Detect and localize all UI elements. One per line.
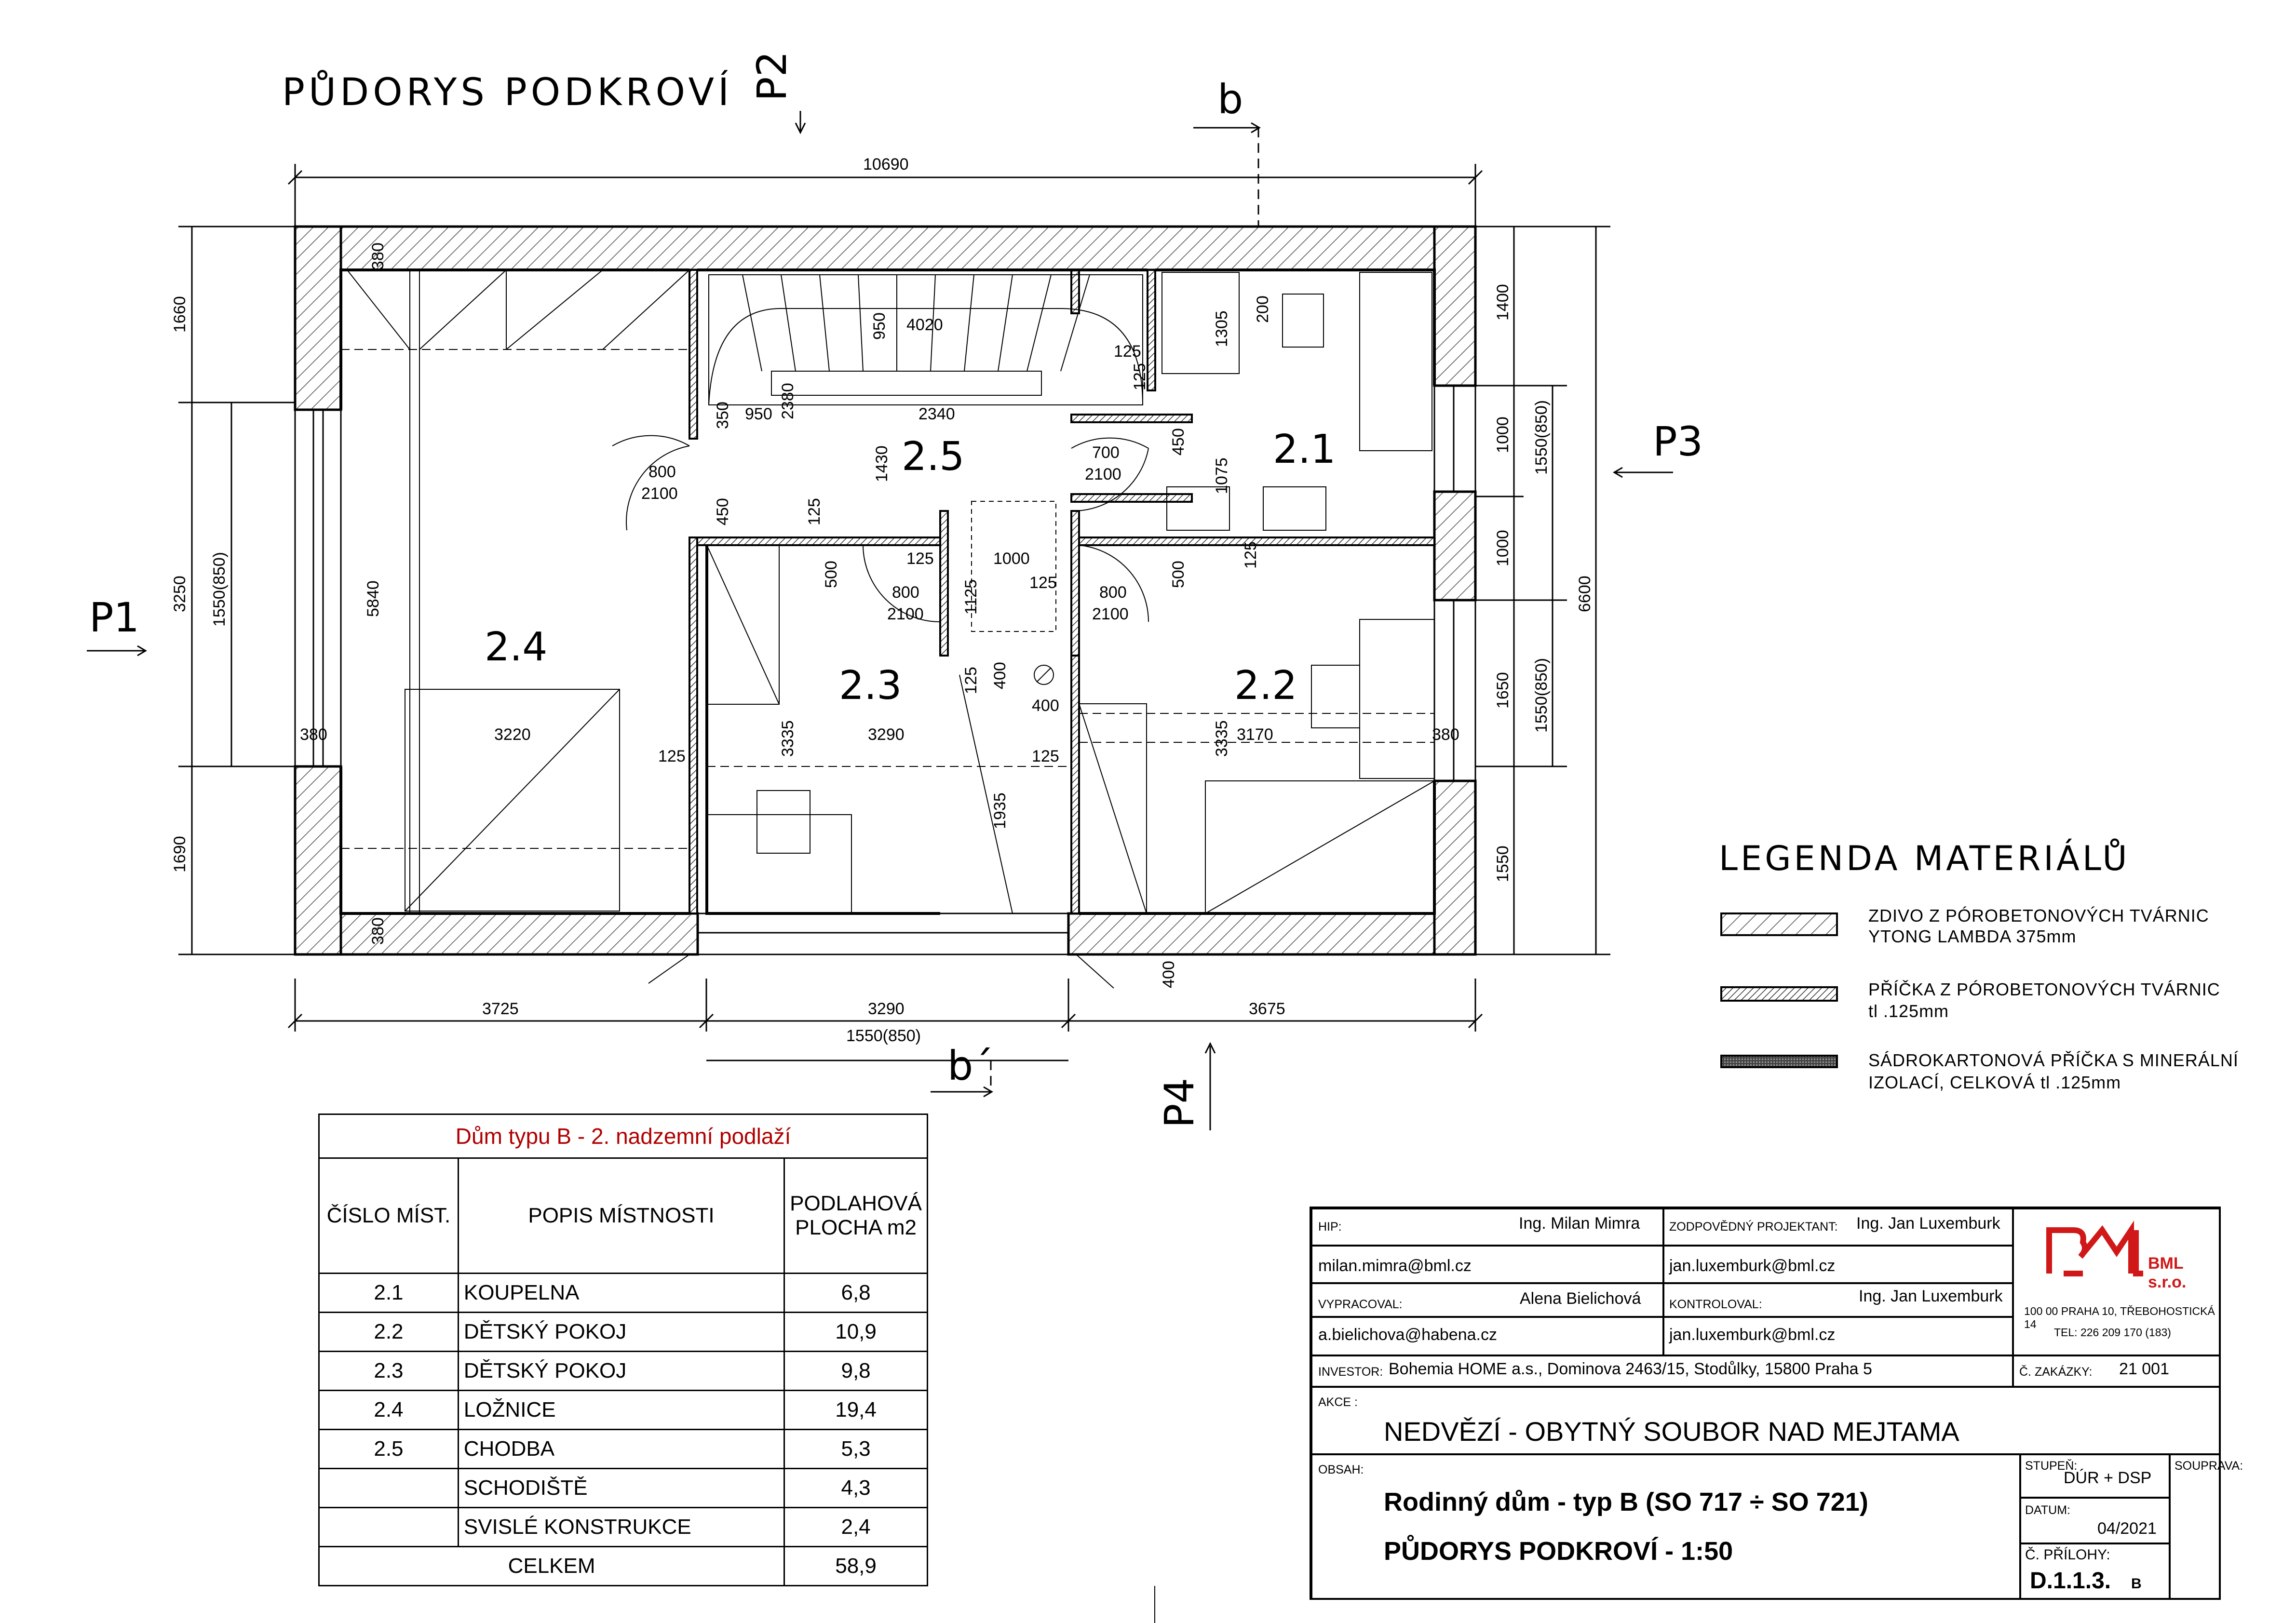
dim-right-1000b: 1000 [1494, 530, 1512, 566]
table-row [319, 1430, 928, 1469]
room-2-1: 2.1 [1273, 427, 1336, 472]
roof-lines [341, 270, 1434, 913]
investor-value: Bohemia HOME a.s., Dominova 2463/15, Stodůlky, 15800 Praha 5 [1389, 1360, 1872, 1378]
dim-380-left: 380 [300, 725, 327, 744]
dim-950a: 950 [870, 312, 889, 340]
legend-item-1-line2: YTONG LAMBDA 375mm [1868, 926, 2077, 946]
room-2-3: 2.3 [839, 663, 902, 709]
dim-1935: 1935 [991, 792, 1009, 829]
dim-1305: 1305 [1213, 310, 1231, 347]
table-row [319, 1352, 928, 1391]
dim-right-1550a: 1550(850) [1532, 400, 1551, 475]
logo-name: BML s.r.o. [2148, 1254, 2187, 1291]
kontr-name: Ing. Jan Luxemburk [1859, 1287, 2003, 1305]
priloha-value: D.1.1.3. [2030, 1568, 2111, 1594]
row-description: DĚTSKÝ POKOJ [458, 1313, 784, 1352]
dim-1430: 1430 [873, 445, 891, 482]
legend-swatch-drywall [1721, 1056, 1837, 1067]
dim-380-bl: 380 [369, 917, 387, 945]
row-area: 6,8 [784, 1274, 928, 1313]
akce-value: NEDVĚZÍ - OBYTNÝ SOUBOR NAD MEJTAMA [1384, 1416, 1959, 1447]
dim-2380: 2380 [779, 383, 797, 419]
priloha-label: Č. PŘÍLOHY: [2025, 1547, 2110, 1563]
priloha-suffix: B [2131, 1576, 2142, 1592]
zakazka-label: Č. ZAKÁZKY: [2019, 1365, 2093, 1379]
row-area: 2,4 [784, 1508, 928, 1547]
room-2-4: 2.4 [485, 624, 548, 670]
dim-left-1550: 1550(850) [210, 551, 229, 627]
left-dimension [178, 227, 299, 954]
row-description: KOUPELNA [458, 1274, 784, 1313]
legend-swatch-partition [1721, 987, 1837, 1001]
row-area: 9,8 [784, 1352, 928, 1391]
dim-3335b: 3335 [1213, 720, 1231, 757]
investor-label: INVESTOR: [1318, 1365, 1383, 1379]
row-description: SCHODIŠTĚ [458, 1469, 784, 1508]
row-number: 2.1 [319, 1274, 459, 1313]
section-b-top: b [1217, 76, 1243, 123]
dim-3335a: 3335 [779, 720, 797, 757]
datum-value: 04/2021 [2097, 1519, 2157, 1538]
dim-right-6600: 6600 [1576, 576, 1594, 612]
row-area: 19,4 [784, 1391, 928, 1430]
dim-right-1400: 1400 [1494, 284, 1512, 321]
section-p4: P4 [1156, 1077, 1203, 1128]
section-b-bottom: b´ [947, 1042, 994, 1089]
dim-450b: 450 [1169, 428, 1188, 456]
dim-right-1550b: 1550(850) [1532, 657, 1551, 733]
total-value: 58,9 [784, 1547, 928, 1586]
akce-label: AKCE : [1318, 1395, 1358, 1409]
dim-1125: 1125 [962, 579, 980, 615]
header-area-line1: PODLAHOVÁ [790, 1192, 922, 1215]
dim-125e: 125 [1029, 574, 1057, 592]
room-2-5: 2.5 [902, 434, 965, 480]
dim-125i: 125 [1032, 747, 1059, 765]
hip-email: milan.mimra@bml.cz [1318, 1257, 1472, 1275]
dim-125f: 125 [1242, 541, 1260, 569]
dim-right-1650: 1650 [1494, 672, 1512, 709]
hip-name: Ing. Milan Mimra [1519, 1214, 1640, 1233]
dim-450a: 450 [714, 498, 732, 525]
table-caption: Dům typu B - 2. nadzemní podlaží [319, 1114, 928, 1158]
dim-350: 350 [714, 402, 732, 429]
dim-left-1690: 1690 [171, 836, 189, 872]
row-number: 2.2 [319, 1313, 459, 1352]
row-description: SVISLÉ KONSTRUKCE [458, 1508, 784, 1547]
dim-950b: 950 [745, 405, 772, 423]
kontr-email: jan.luxemburk@bml.cz [1669, 1326, 1836, 1344]
dim-700: 700 [1092, 443, 1120, 462]
dim-right-1000a: 1000 [1494, 416, 1512, 453]
header-area-line2: PLOCHA m2 [795, 1216, 917, 1239]
company-tel: TEL: 226 209 170 (183) [2054, 1326, 2171, 1339]
section-p1: P1 [89, 594, 140, 641]
dim-125a: 125 [1114, 342, 1141, 361]
legend-title: LEGENDA MATERIÁLŮ [1719, 839, 2130, 878]
dim-bottom-3290: 3290 [868, 1000, 905, 1018]
row-description: CHODBA [458, 1430, 784, 1469]
row-area: 10,9 [784, 1313, 928, 1352]
row-number: 2.3 [319, 1352, 459, 1391]
row-number: 2.5 [319, 1430, 459, 1469]
dim-380-top: 380 [369, 242, 387, 270]
dim-1075: 1075 [1213, 457, 1231, 494]
table-total-row [319, 1547, 928, 1586]
header-area [784, 1158, 928, 1274]
dim-2100d: 2100 [1092, 605, 1129, 623]
legend-item-3-line1: SÁDROKARTONOVÁ PŘÍČKA S MINERÁLNÍ [1868, 1050, 2239, 1070]
row-number [319, 1469, 459, 1508]
dim-top-total: 10690 [863, 155, 909, 174]
hip-label: HIP: [1318, 1220, 1342, 1234]
legend-item-3-line2: IZOLACÍ, CELKOVÁ tl .125mm [1868, 1073, 2121, 1092]
header-description: POPIS MÍSTNOSTI [458, 1158, 784, 1274]
dim-125c: 125 [805, 498, 824, 525]
table-row [319, 1508, 928, 1547]
row-number [319, 1508, 459, 1547]
table-row [319, 1274, 928, 1313]
dim-125g: 125 [962, 667, 980, 694]
dim-380-right: 380 [1432, 725, 1459, 744]
dim-2340: 2340 [918, 405, 955, 423]
row-description: LOŽNICE [458, 1391, 784, 1430]
zodp-name: Ing. Jan Luxemburk [1856, 1214, 2000, 1233]
legend-item-2-line2: tl .125mm [1868, 1001, 1949, 1021]
dim-125d: 125 [906, 550, 934, 568]
bml-logo-icon [2044, 1221, 2146, 1283]
dim-bottom-3675: 3675 [1249, 1000, 1285, 1018]
company-address: 100 00 PRAHA 10, TŘEBOHOSTICKÁ 14 [2024, 1305, 2215, 1330]
dim-3220: 3220 [494, 725, 531, 744]
drawing-title: PŮDORYS PODKROVÍ [282, 71, 733, 114]
datum-label: DATUM: [2025, 1503, 2070, 1517]
obsah-line2: PŮDORYS PODKROVÍ - 1:50 [1384, 1537, 1733, 1566]
room-outlines [341, 270, 1434, 913]
table-row [319, 1469, 928, 1508]
stupen-label: STUPEŇ: [2025, 1459, 2078, 1473]
row-area: 5,3 [784, 1430, 928, 1469]
dim-800c: 800 [1099, 583, 1127, 602]
room-area-table [318, 1113, 928, 1586]
table-row [319, 1313, 928, 1352]
vyprac-name: Alena Bielichová [1520, 1289, 1641, 1308]
obsah-line1: Rodinný dům - typ B (SO 717 ÷ SO 721) [1384, 1488, 1868, 1516]
zodp-label: ZODPOVĚDNÝ PROJEKTANT: [1669, 1220, 1838, 1234]
kontr-label: KONTROLOVAL: [1669, 1298, 1762, 1311]
legend [1719, 839, 2239, 1092]
dim-400b: 400 [1032, 697, 1059, 715]
dim-400a: 400 [991, 662, 1009, 689]
dim-500b: 500 [1169, 561, 1188, 588]
dim-1000: 1000 [993, 550, 1030, 568]
obsah-label: OBSAH: [1318, 1463, 1364, 1476]
header-number: ČÍSLO MÍST. [319, 1158, 459, 1274]
dim-800a: 800 [648, 463, 676, 481]
row-area: 4,3 [784, 1469, 928, 1508]
legend-swatch-masonry [1721, 913, 1837, 935]
dim-200: 200 [1254, 295, 1272, 323]
title-block [1310, 1207, 2243, 1600]
row-number: 2.4 [319, 1391, 459, 1430]
dim-5840: 5840 [364, 580, 382, 617]
dim-bottom-3725: 3725 [482, 1000, 519, 1018]
dim-800b: 800 [892, 583, 919, 602]
zodp-email: jan.luxemburk@bml.cz [1669, 1257, 1836, 1275]
room-2-2: 2.2 [1234, 663, 1297, 709]
row-description: DĚTSKÝ POKOJ [458, 1352, 784, 1391]
dim-400c: 400 [1160, 961, 1178, 988]
dim-2100c: 2100 [887, 605, 924, 623]
souprava-label: SOUPRAVA: [2174, 1459, 2243, 1473]
dim-right-1550c: 1550 [1494, 845, 1512, 882]
interior-dimensions [300, 242, 1459, 988]
dim-125b: 125 [1131, 363, 1149, 390]
dim-125h: 125 [658, 747, 686, 765]
zakazka-value: 21 001 [2119, 1360, 2169, 1378]
dim-4020: 4020 [906, 316, 943, 334]
section-p3: P3 [1653, 418, 1703, 465]
dim-3290: 3290 [868, 725, 905, 744]
legend-item-2-line1: PŘÍČKA Z PÓROBETONOVÝCH TVÁRNIC [1868, 979, 2220, 999]
dim-bottom-1550: 1550(850) [846, 1027, 921, 1045]
vyprac-label: VYPRACOVAL: [1318, 1298, 1403, 1311]
bottom-dimension [288, 979, 1482, 1060]
furniture [405, 272, 1434, 913]
vyprac-email: a.bielichova@habena.cz [1318, 1326, 1497, 1344]
section-p2: P2 [748, 51, 796, 101]
legend-item-1-line1: ZDIVO Z PÓROBETONOVÝCH TVÁRNIC [1868, 906, 2209, 926]
dim-3170: 3170 [1237, 725, 1273, 744]
total-label: CELKEM [319, 1547, 784, 1586]
stupen-value: DÚR + DSP [2064, 1469, 2152, 1487]
dim-left-1660: 1660 [171, 296, 189, 333]
dim-2100b: 2100 [1085, 465, 1121, 483]
dim-2100a: 2100 [641, 484, 678, 503]
dim-500a: 500 [822, 561, 840, 588]
dim-left-3250: 3250 [171, 576, 189, 612]
table-row [319, 1391, 928, 1430]
